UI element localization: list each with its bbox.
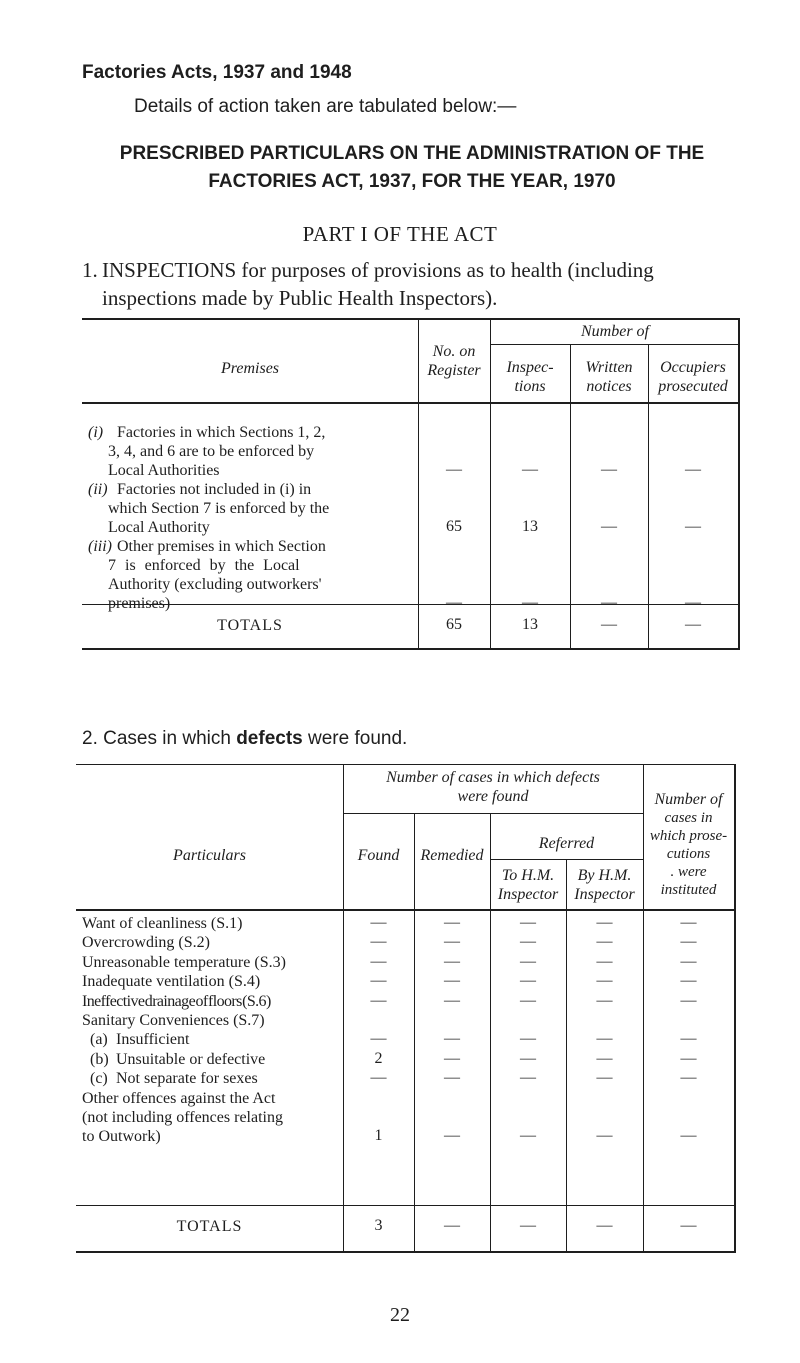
occupiers-header bbox=[648, 358, 738, 396]
found-value: — bbox=[370, 972, 387, 989]
row-text-line: 7 is enforced by the Local bbox=[108, 557, 300, 574]
remedied-total: — bbox=[444, 1217, 460, 1234]
remedied-header: Remedied bbox=[420, 847, 484, 864]
by-hm-value: — bbox=[596, 992, 613, 1009]
to-hm-value: — bbox=[520, 972, 536, 989]
remedied-value: — bbox=[444, 992, 460, 1009]
prosecutions-total: — bbox=[680, 1217, 697, 1234]
by-hm-value: — bbox=[596, 914, 613, 931]
register-value: — bbox=[446, 594, 462, 611]
written-notices-header bbox=[570, 358, 648, 396]
register-header-line-1: No. on bbox=[432, 343, 476, 360]
row-text-line: Local Authorities bbox=[108, 462, 220, 479]
row-label: Insufficient bbox=[116, 1031, 190, 1048]
to-hm-value: — bbox=[520, 1050, 536, 1067]
occupiers-value: — bbox=[685, 594, 701, 611]
referred-header: Referred bbox=[538, 835, 595, 852]
inspections-value: 13 bbox=[522, 518, 538, 535]
by-hm-value: — bbox=[596, 953, 613, 970]
by-hm-value: — bbox=[596, 972, 613, 989]
totals-label: TOTALS bbox=[217, 617, 283, 634]
prosecutions-value: — bbox=[680, 933, 697, 950]
register-header-line-2: Register bbox=[427, 362, 481, 379]
prosecutions-value: — bbox=[680, 1030, 697, 1047]
row-label: Ineffective drainage of floors (S.6) bbox=[82, 993, 271, 1010]
row-text-line: 3, 4, and 6 are to be enforced by bbox=[108, 443, 315, 460]
row-label: Overcrowding (S.2) bbox=[82, 934, 210, 951]
row-text-line: premises) bbox=[108, 595, 171, 612]
row-numeral: (ii) bbox=[88, 481, 108, 498]
row-numeral: (i) bbox=[88, 424, 104, 441]
prosecutions-value: — bbox=[680, 914, 697, 931]
inspections-value: — bbox=[522, 461, 538, 478]
prosecutions-line: which prose- bbox=[649, 828, 728, 844]
prosecutions-line: . were bbox=[670, 864, 707, 880]
prosecutions-line: cutions bbox=[666, 846, 711, 862]
prosecutions-value: — bbox=[680, 1127, 697, 1144]
register-total: 65 bbox=[446, 616, 462, 633]
to-hm-value: — bbox=[520, 992, 536, 1009]
row-label: Want of cleanliness (S.1) bbox=[82, 915, 243, 932]
written-value: — bbox=[601, 518, 617, 535]
prosecutions-line: Number of bbox=[654, 791, 723, 808]
prosecutions-header bbox=[643, 791, 734, 899]
row-text-line: Authority (excluding outworkers' bbox=[108, 576, 322, 593]
section-2-text-bold: defects bbox=[236, 728, 303, 749]
row-label: Other offences against the Act bbox=[82, 1090, 276, 1107]
remedied-value: — bbox=[444, 1069, 460, 1086]
section-1-text: INSPECTIONS for purposes of provisions as to health (including inspections made by Public Health Inspectors). bbox=[102, 258, 654, 310]
remedied-value: — bbox=[444, 953, 460, 970]
part-heading: PART I OF THE ACT bbox=[302, 222, 498, 246]
occupiers-value: — bbox=[685, 461, 701, 478]
section-1-number: 1. bbox=[82, 258, 98, 282]
written-header-line-2: notices bbox=[586, 378, 632, 395]
written-value: — bbox=[601, 461, 617, 478]
by-hm-line-1: By H.M. bbox=[577, 867, 632, 884]
section-2-number: 2. bbox=[82, 728, 98, 749]
act-heading: Factories Acts, 1937 and 1948 bbox=[82, 62, 352, 83]
inspections-header-line-2: tions bbox=[514, 378, 546, 395]
found-total: 3 bbox=[374, 1217, 383, 1234]
inspections-value: — bbox=[522, 594, 538, 611]
row-numeral: (a) bbox=[90, 1031, 108, 1048]
by-hm-line-2: Inspector bbox=[574, 886, 635, 903]
inspections-header bbox=[490, 358, 570, 396]
by-hm-value: — bbox=[596, 933, 613, 950]
premises-header: Premises bbox=[220, 360, 280, 377]
register-header bbox=[418, 342, 490, 380]
row-label: Inadequate ventilation (S.4) bbox=[82, 973, 261, 990]
by-hm-value: — bbox=[596, 1030, 613, 1047]
occupiers-value: — bbox=[685, 518, 701, 535]
section-2-text-before: Cases in which bbox=[103, 728, 231, 749]
to-hm-inspector-header bbox=[490, 866, 566, 904]
written-value: — bbox=[601, 594, 617, 611]
found-value: — bbox=[370, 1069, 387, 1086]
remedied-value: — bbox=[444, 972, 460, 989]
inspections-total: 13 bbox=[522, 616, 538, 633]
occupiers-total: — bbox=[685, 616, 701, 633]
row-label: Not separate for sexes bbox=[116, 1070, 258, 1087]
number-of-header: Number of bbox=[581, 323, 649, 340]
remedied-value: — bbox=[444, 933, 460, 950]
by-hm-value: — bbox=[596, 1127, 613, 1144]
section-1-heading bbox=[82, 256, 742, 312]
row-numeral: (c) bbox=[90, 1070, 108, 1087]
prosecutions-value: — bbox=[680, 1069, 697, 1086]
particulars-header: Particulars bbox=[173, 847, 246, 864]
found-value: — bbox=[370, 933, 387, 950]
to-hm-total: — bbox=[520, 1217, 536, 1234]
found-value: 1 bbox=[374, 1127, 383, 1144]
prosecutions-value: — bbox=[680, 953, 697, 970]
number-of-cases-header bbox=[343, 768, 643, 806]
prosecutions-value: — bbox=[680, 992, 697, 1009]
page-number: 22 bbox=[390, 1304, 410, 1326]
prosecutions-value: — bbox=[680, 972, 697, 989]
row-label: (not including offences relating bbox=[82, 1109, 283, 1126]
by-hm-total: — bbox=[596, 1217, 613, 1234]
written-total: — bbox=[601, 616, 617, 633]
to-hm-line-1: To H.M. bbox=[501, 867, 555, 884]
row-numeral: (iii) bbox=[88, 538, 112, 555]
register-value: 65 bbox=[446, 518, 462, 535]
remedied-value: — bbox=[444, 1127, 460, 1144]
row-label: Sanitary Conveniences (S.7) bbox=[82, 1012, 265, 1029]
found-value: — bbox=[370, 1030, 387, 1047]
row-text-line: Local Authority bbox=[108, 519, 210, 536]
row-label: Unsuitable or defective bbox=[116, 1051, 266, 1068]
register-value: — bbox=[446, 461, 462, 478]
intro-text: Details of action taken are tabulated below:— bbox=[134, 96, 517, 117]
section-2-text-after: were found. bbox=[308, 728, 408, 749]
to-hm-value: — bbox=[520, 1069, 536, 1086]
prosecutions-value: — bbox=[680, 1050, 697, 1067]
row-text-line: Factories in which Sections 1, 2, bbox=[117, 424, 326, 441]
by-hm-value: — bbox=[596, 1069, 613, 1086]
main-title: PRESCRIBED PARTICULARS ON THE ADMINISTRATION OF THE FACTORIES ACT, 1937, FOR THE YEAR, 1970 bbox=[119, 143, 705, 192]
remedied-value: — bbox=[444, 1050, 460, 1067]
to-hm-value: — bbox=[520, 914, 536, 931]
totals-label: TOTALS bbox=[176, 1218, 243, 1235]
to-hm-value: — bbox=[520, 953, 536, 970]
prosecutions-line: cases in bbox=[664, 810, 713, 826]
by-hm-inspector-header bbox=[566, 866, 643, 904]
written-header-line-1: Written bbox=[585, 359, 633, 376]
row-text-line: which Section 7 is enforced by the bbox=[108, 500, 330, 517]
to-hm-value: — bbox=[520, 1127, 536, 1144]
found-value: 2 bbox=[374, 1050, 383, 1067]
prosecutions-line: instituted bbox=[660, 882, 717, 898]
occupiers-header-line-1: Occupiers bbox=[660, 359, 726, 376]
found-header: Found bbox=[357, 847, 400, 864]
to-hm-value: — bbox=[520, 1030, 536, 1047]
section-2-heading bbox=[82, 728, 407, 750]
to-hm-line-2: Inspector bbox=[497, 886, 559, 903]
row-label: Unreasonable temperature (S.3) bbox=[82, 954, 286, 971]
by-hm-value: — bbox=[596, 1050, 613, 1067]
remedied-value: — bbox=[444, 914, 460, 931]
cases-header-line-1: Number of cases in which defects bbox=[386, 769, 600, 786]
found-value: — bbox=[370, 914, 387, 931]
row-numeral: (b) bbox=[90, 1051, 109, 1068]
cases-header-line-2: were found bbox=[457, 788, 529, 805]
row-text-line: Factories not included in (i) in bbox=[117, 481, 312, 498]
row-label: to Outwork) bbox=[82, 1128, 161, 1145]
remedied-value: — bbox=[444, 1030, 460, 1047]
occupiers-header-line-2: prosecuted bbox=[658, 378, 728, 395]
row-text-line: Other premises in which Section bbox=[117, 538, 326, 555]
inspections-header-line-1: Inspec- bbox=[506, 359, 554, 376]
to-hm-value: — bbox=[520, 933, 536, 950]
found-value: — bbox=[370, 992, 387, 1009]
found-value: — bbox=[370, 953, 387, 970]
